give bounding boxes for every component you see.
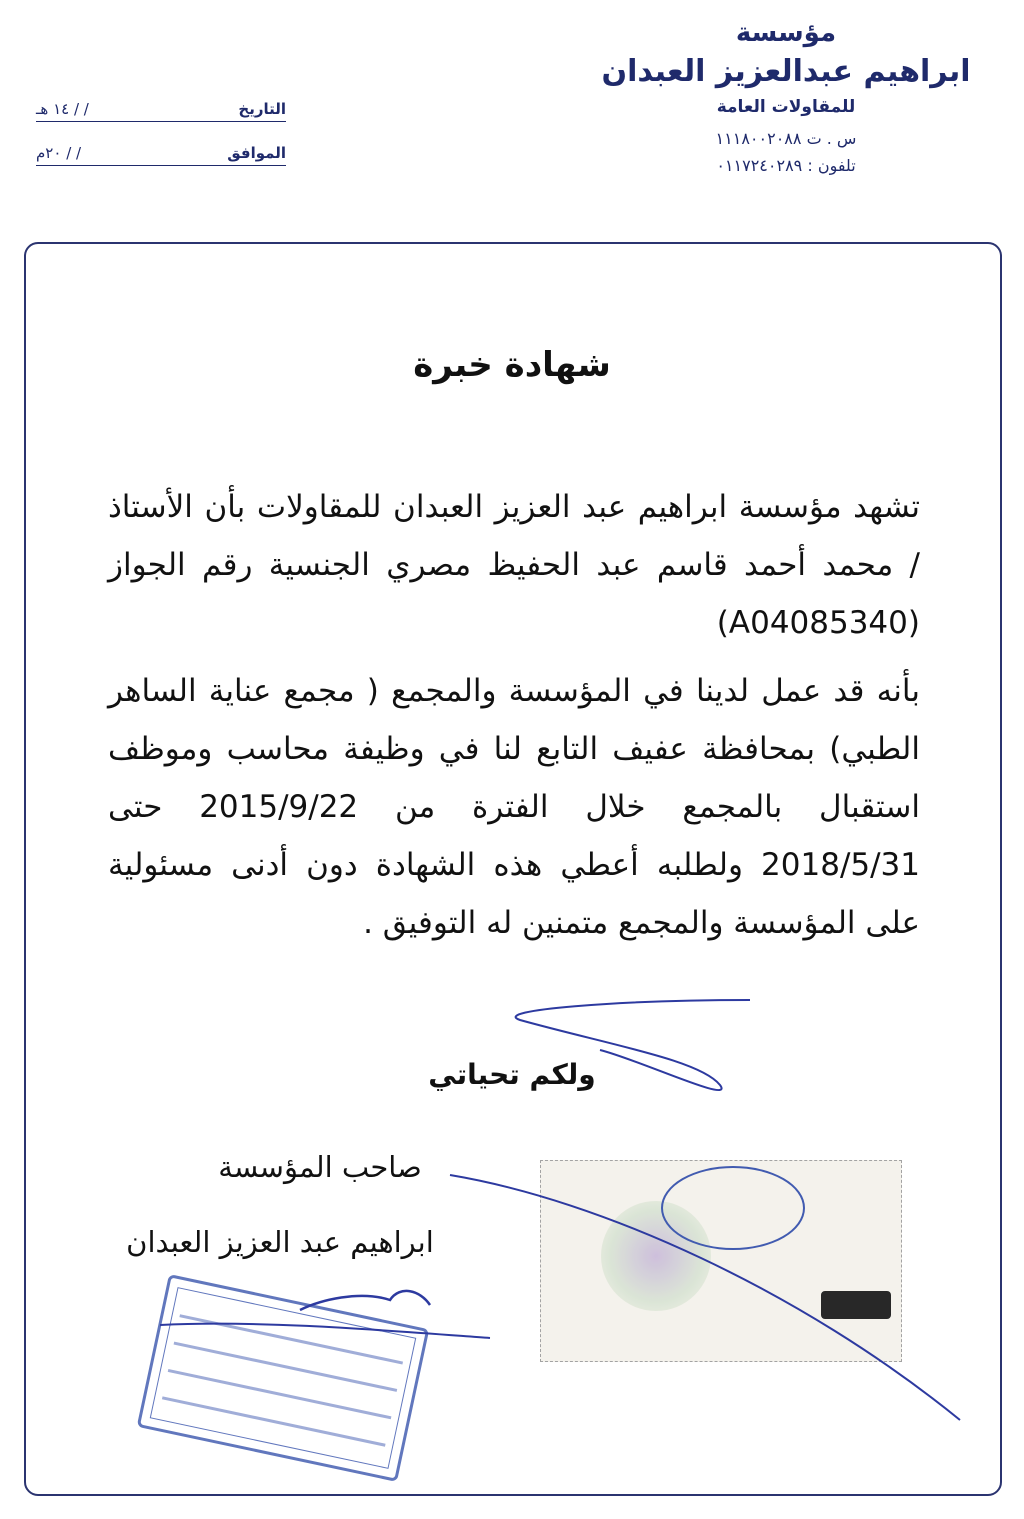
date-hijri-value: / / ١٤ هـ — [36, 100, 89, 118]
paragraph-1: تشهد مؤسسة ابراهيم عبد العزيز العبدان للمقاولات بأن الأستاذ / محمد أحمد قاسم عبد الحفيظ مصري الجنسية رقم الجواز (A04085340) — [108, 489, 920, 641]
org-name: ابراهيم عبدالعزيز العبدان — [601, 54, 971, 89]
phone-label: تلفون : — [807, 156, 856, 175]
date-greg-label: الموافق — [227, 144, 286, 162]
page-title: شهادة خبرة — [413, 345, 611, 385]
org-label: مؤسسة — [735, 18, 837, 48]
closing-greeting: ولكم تحياتي — [428, 1058, 596, 1091]
org-subtitle: للمقاولات العامة — [716, 97, 856, 117]
phone-value: ٠١١٧٢٤٠٢٨٩ — [716, 156, 803, 175]
date-greg-value: / / ٢٠م — [36, 144, 82, 162]
signature-flourish — [516, 1000, 750, 1090]
owner-title: صاحب المؤسسة — [218, 1150, 422, 1184]
signature-line — [450, 1175, 960, 1420]
paragraph-2: بأنه قد عمل لدينا في المؤسسة والمجمع ( مجمع عناية الساهر الطبي) بمحافظة عفيف التابع لنا في وظيفة محاسب وموظف استقبال بالمجمع خلال الفترة من 2015/9/22 حتى 2018/5/31 ولطلبه أعطي هذه الشهادة دون أدنى مسئولية على المؤسسة والمجمع متمنين له التوفيق . — [108, 673, 920, 941]
cr-label: س . ت — [806, 129, 857, 148]
owner-name: ابراهيم عبد العزيز العبدان — [126, 1225, 434, 1259]
date-hijri-label: التاريخ — [238, 100, 286, 118]
cr-value: ١١١٨٠٠٢٠٨٨ — [715, 129, 802, 148]
signature-underline — [160, 1324, 490, 1338]
handwritten-signature — [300, 1291, 430, 1310]
